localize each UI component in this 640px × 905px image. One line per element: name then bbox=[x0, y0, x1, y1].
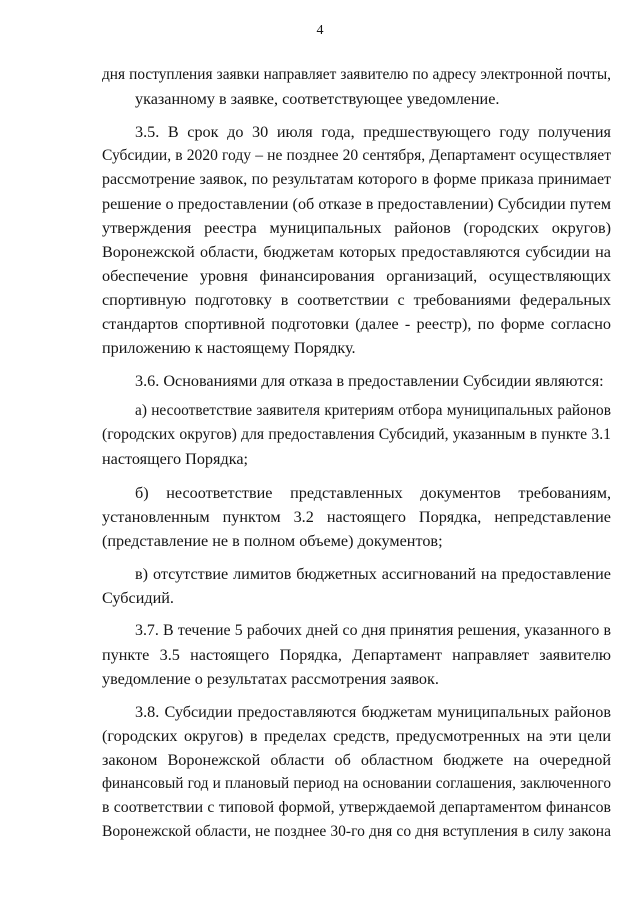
text-line: установленным пунктом 3.2 настоящего Порядка, непредставление bbox=[102, 508, 611, 526]
text-line: (городских округов) для предоставления Субсидий, указанным в пункте 3.1 bbox=[102, 426, 611, 443]
text-line: Воронежской области, не позднее 30-го дня со дня вступления в силу закона bbox=[102, 823, 611, 840]
text-line: 3.8. Субсидии предоставляются бюджетам муниципальных районов bbox=[135, 703, 611, 721]
text-line: 3.5. В срок до 30 июля года, предшествующего году получения bbox=[135, 123, 611, 141]
page-number: 4 bbox=[316, 23, 324, 38]
text-line: финансовый год и плановый период на основании соглашения, заключенного bbox=[102, 775, 611, 792]
text-line: приложению к настоящему Порядку. bbox=[102, 339, 356, 357]
text-line: Субсидий. bbox=[102, 589, 174, 607]
text-line: стандартов спортивной подготовки (далее - реестр), по форме согласно bbox=[102, 315, 611, 333]
paragraph-3-6 bbox=[102, 369, 611, 393]
paragraph-3-8 bbox=[102, 700, 611, 844]
text-line: настоящего Порядка; bbox=[102, 450, 249, 468]
paragraph-3-6-b bbox=[102, 481, 611, 553]
text-line: (представление не в полном объеме) документов; bbox=[102, 532, 443, 550]
paragraph-3-6-v bbox=[102, 562, 611, 610]
document-body bbox=[102, 63, 611, 844]
paragraph-3-7 bbox=[102, 619, 611, 691]
text-line: Субсидии, в 2020 году – не позднее 20 сентября, Департамент осуществляет bbox=[102, 147, 611, 164]
text-line: 3.7. В течение 5 рабочих дней со дня принятия решения, указанного в bbox=[135, 622, 611, 639]
text-line: законом Воронежской области об областном бюджете на очередной bbox=[102, 751, 611, 769]
text-line: спортивную подготовку в соответствии с требованиями федеральных bbox=[102, 291, 611, 309]
text-line: указанному в заявке, соответствующее уведомление. bbox=[135, 90, 500, 108]
text-line: уведомление о результатах рассмотрения заявок. bbox=[102, 670, 439, 688]
text-line: (городских округов) в пределах средств, предусмотренных на эти цели bbox=[102, 727, 611, 745]
text-line: в) отсутствие лимитов бюджетных ассигнований на предоставление bbox=[135, 565, 611, 583]
paragraph-3-5 bbox=[102, 120, 611, 360]
text-line: дня поступления заявки направляет заявителю по адресу электронной почты, bbox=[102, 66, 611, 83]
text-line: обеспечение уровня финансирования организаций, осуществляющих bbox=[102, 267, 611, 285]
text-line: б) несоответствие представленных документов требованиям, bbox=[135, 484, 611, 502]
text-line: решение о предоставлении (об отказе в предоставлении) Субсидии путем bbox=[102, 195, 611, 213]
text-line: 3.6. Основаниями для отказа в предоставлении Субсидии являются: bbox=[135, 372, 604, 390]
text-line: пункте 3.5 настоящего Порядка, Департамент направляет заявителю bbox=[102, 646, 611, 664]
text-line: Воронежской области, бюджетам которых предоставляются субсидии на bbox=[102, 243, 611, 261]
text-line: а) несоответствие заявителя критериям отбора муниципальных районов bbox=[135, 402, 611, 419]
paragraph-3-6-a bbox=[102, 399, 611, 471]
text-line: в соответствии с типовой формой, утверждаемой департаментом финансов bbox=[102, 799, 611, 816]
paragraph-continuation bbox=[102, 63, 611, 111]
text-line: утверждения реестра муниципальных районов (городских округов) bbox=[102, 219, 611, 237]
text-line: рассмотрение заявок, по результатам которого в форме приказа принимает bbox=[102, 171, 611, 188]
